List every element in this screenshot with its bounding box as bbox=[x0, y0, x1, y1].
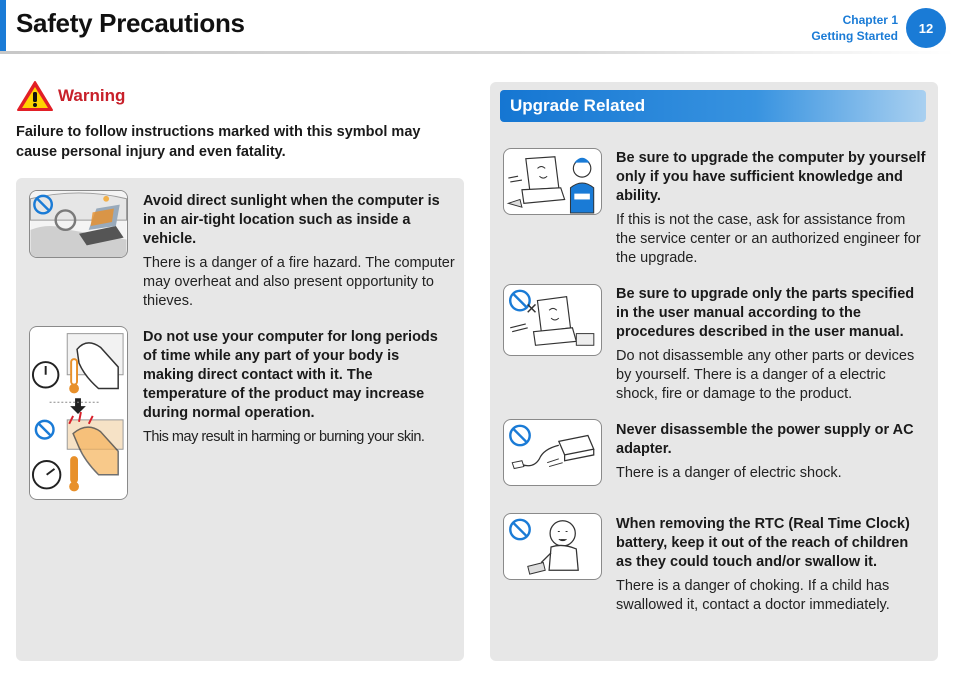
sunlight-warning-item bbox=[143, 192, 455, 311]
upgrade-section-header: Upgrade Related bbox=[500, 90, 926, 122]
warning-heading bbox=[16, 80, 125, 112]
item-title: Never disassemble the power supply or AC adapter. bbox=[616, 422, 914, 457]
child-battery-prohibited-icon bbox=[503, 513, 602, 580]
page-title: Safety Precautions bbox=[16, 8, 245, 38]
chapter-name: Getting Started bbox=[811, 29, 898, 43]
disassembly-prohibited-icon bbox=[503, 284, 602, 356]
service-engineer-icon bbox=[503, 148, 602, 215]
hand-heat-prohibited-icon bbox=[29, 326, 128, 500]
warning-intro: Failure to follow instructions marked with this symbol may cause personal injury and even fatality. bbox=[16, 124, 421, 160]
warning-triangle-icon bbox=[16, 80, 54, 112]
car-sunlight-prohibited-icon bbox=[29, 190, 128, 258]
item-description: There is a danger of choking. If a child has swallowed it, contact a doctor immediately. bbox=[616, 578, 890, 613]
rtc-battery-item bbox=[616, 515, 926, 615]
item-description: If this is not the case, ask for assistance from the service center or an authorized engineer for the upgrade. bbox=[616, 212, 921, 266]
warning-label: Warning bbox=[58, 86, 126, 105]
chapter-label bbox=[811, 12, 898, 44]
power-supply-item bbox=[616, 421, 926, 483]
ac-adapter-prohibited-icon bbox=[503, 419, 602, 486]
item-description: There is a danger of a fire hazard. The computer may overheat and also present opportunity to thieves. bbox=[143, 255, 455, 309]
item-description: Do not disassemble any other parts or devices by yourself. There is a danger of a electric shock, fire or damage to the product. bbox=[616, 348, 915, 402]
item-description: There is a danger of electric shock. bbox=[616, 465, 842, 481]
chapter-number: Chapter 1 bbox=[842, 13, 898, 27]
header-divider bbox=[0, 51, 954, 54]
self-upgrade-item bbox=[616, 149, 926, 268]
item-title: Be sure to upgrade only the parts specified in the user manual according to the procedures described in the user manual. bbox=[616, 286, 915, 340]
item-description: This may result in harming or burning your skin. bbox=[143, 429, 425, 445]
item-title: Avoid direct sunlight when the computer is in an air-tight location such as inside a vehicle. bbox=[143, 193, 440, 247]
item-title: When removing the RTC (Real Time Clock) battery, keep it out of the reach of children as they could touch and/or swallow it. bbox=[616, 516, 910, 570]
item-title: Do not use your computer for long periods of time while any part of your body is making direct contact with it. The temperature of the product may increase during normal operation. bbox=[143, 329, 438, 421]
specified-parts-item bbox=[616, 285, 926, 404]
header-accent-bar bbox=[0, 0, 6, 52]
item-title: Be sure to upgrade the computer by yourself only if you have sufficient knowledge and ability. bbox=[616, 150, 926, 204]
body-contact-warning-item bbox=[143, 328, 443, 447]
page-number-badge: 12 bbox=[906, 8, 946, 48]
